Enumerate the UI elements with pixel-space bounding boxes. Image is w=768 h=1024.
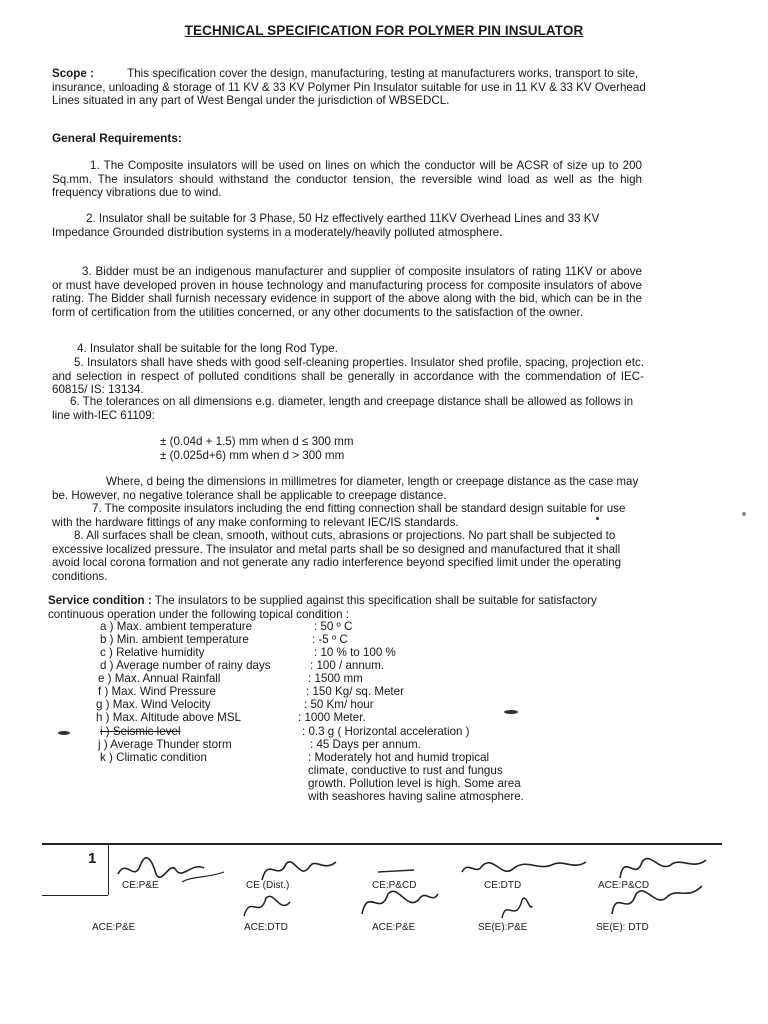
service-item-d-label: d ) Average number of rainy days xyxy=(100,659,271,672)
service-item-k-label: k ) Climatic condition xyxy=(100,751,207,764)
service-item-b-label: b ) Min. ambient temperature xyxy=(100,633,249,646)
scan-mark xyxy=(742,512,746,516)
scope-text: This specification cover the design, manufacturing, testing at manufacturers works, transport to site, insurance, unloading & storage of 11 KV & 33 KV Polymer Pin Insulator suitable for use in 11 KV & 33 KV Overhead Lines situated in any part of West Bengal under the jurisdiction of WBSEDCL. xyxy=(52,67,646,108)
page-number: 1 xyxy=(88,850,97,867)
general-paragraph-2: 2. Insulator shall be suitable for 3 Phase, 50 Hz effectively earthed 11KV Overhead Lines and 33 KV Impedance Grounded distribution systems in a moderately/heavily polluted atmosphere. xyxy=(52,212,600,239)
general-paragraph-6: 6. The tolerances on all dimensions e.g. diameter, length and creepage distance shall be allowed as follows in line with-IEC 61109: xyxy=(52,395,634,422)
service-item-g-label: g ) Max. Wind Velocity xyxy=(96,698,211,711)
service-condition-label: Service condition : xyxy=(48,594,152,607)
document-title: TECHNICAL SPECIFICATION FOR POLYMER PIN INSULATOR xyxy=(184,23,584,38)
service-item-a-value: : 50 º C xyxy=(314,620,353,633)
scan-mark xyxy=(58,731,70,735)
service-item-d-value: : 100 / annum. xyxy=(310,659,385,672)
service-item-h-label: h ) Max. Altitude above MSL xyxy=(96,711,241,724)
general-paragraph-5: 5. Insulators shall have sheds with good self-cleaning properties. Insulator shed profile, spacing, projection etc. and selection in respect of polluted conditions shall be generally in accordance with the commendation of IEC- 60815/ IS: 13134. xyxy=(52,356,644,397)
service-item-c-label: c ) Relative humidity xyxy=(100,646,205,659)
service-item-b-value: : -5 º C xyxy=(312,633,348,646)
service-condition-section xyxy=(48,594,646,621)
designation-ace-pe-2: ACE:P&E xyxy=(372,922,416,933)
service-item-j-label: j ) Average Thunder storm xyxy=(98,738,232,751)
service-condition-intro: The insulators to be supplied against this specification shall be suitable for satisfactory continuous operation under the following topical condition : xyxy=(48,594,597,621)
service-item-i-value: : 0.3 g ( Horizontal acceleration ) xyxy=(302,725,470,738)
designation-ace-pe: ACE:P&E xyxy=(92,922,136,933)
service-item-a-label: a ) Max. ambient temperature xyxy=(100,620,253,633)
general-paragraph-1: 1. The Composite insulators will be used on lines on which the conductor will be ACSR of size up to 200 Sq.mm. The insulators should withstand the conductor tension, the reversible wind load as well as the high frequency vibrations due to wind. xyxy=(52,159,642,200)
service-item-j-value: : 45 Days per annum. xyxy=(310,738,421,751)
scan-mark xyxy=(596,517,599,520)
scope-section xyxy=(52,67,650,108)
designation-ce-pe: CE:P&E xyxy=(122,880,159,891)
service-item-k-value: : Moderately hot and humid tropical climate, conductive to rust and fungus growth. Pollution level is high. Some area with seashores having saline atmosphere. xyxy=(308,751,524,803)
service-item-i-label: i ) Seismic level xyxy=(100,725,181,738)
footer-box-border xyxy=(42,895,108,896)
general-paragraph-7: 7. The composite insulators including the end fitting connection shall be standard design suitable for use with the hardware fittings of any make conforming to relevant IEC/IS standards. xyxy=(52,502,626,529)
service-item-e-label: e ) Max. Annual Rainfall xyxy=(98,672,221,685)
designation-se-dtd: SE(E): DTD xyxy=(596,922,649,933)
tolerance-formula-2: ± (0.025d+6) mm when d > 300 mm xyxy=(160,449,345,462)
general-paragraph-3: 3. Bidder must be an indigenous manufacturer and supplier of composite insulators of rating 11KV or above or must have developed proven in house technology and manufacturing process for composite insulators of above rating. The Bidder shall furnish necessary evidence in support of the above along with the bid, which can be in the form of certification from the utilities concerned, or any other documents to the satisfaction of the owner. xyxy=(52,265,642,319)
signature-ce-dtd xyxy=(454,850,594,890)
designation-ce-dist: CE (Dist.) xyxy=(246,880,290,891)
signature-ace-dtd xyxy=(236,886,296,926)
scan-mark xyxy=(504,710,518,714)
scope-label: Scope : xyxy=(52,67,94,80)
designation-ce-pcd: CE:P&CD xyxy=(372,880,417,891)
designation-ace-pcd: ACE:P&CD xyxy=(598,880,650,891)
footer-box-border xyxy=(108,843,109,895)
service-item-f-value: : 150 Kg/ sq. Meter xyxy=(306,685,404,698)
tolerance-formula-1: ± (0.04d + 1.5) mm when d ≤ 300 mm xyxy=(160,435,354,448)
service-item-c-value: : 10 % to 100 % xyxy=(314,646,396,659)
designation-se-pe: SE(E):P&E xyxy=(478,922,528,933)
service-item-g-value: : 50 Km/ hour xyxy=(304,698,374,711)
designation-ce-dtd: CE:DTD xyxy=(484,880,522,891)
general-paragraph-8: 8. All surfaces shall be clean, smooth, without cuts, abrasions or projections. No part shall be subjected to excessive localized pressure. The insulator and metal parts shall be so designed and manufactured that it shall avoid local corona formation and not generate any radio interference beyond specified limit under the operating conditions. xyxy=(52,529,622,583)
service-item-h-value: : 1000 Meter. xyxy=(298,711,366,724)
footer-divider xyxy=(42,843,722,845)
tolerance-where-text: Where, d being the dimensions in millimetres for diameter, length or creepage distance as the case may be. However, no negative tolerance shall be applicable to creepage distance. xyxy=(52,475,639,502)
service-item-f-label: f ) Max. Wind Pressure xyxy=(98,685,216,698)
general-paragraph-4: 4. Insulator shall be suitable for the long Rod Type. xyxy=(77,342,338,355)
designation-ace-dtd: ACE:DTD xyxy=(244,922,288,933)
service-item-e-value: : 1500 mm xyxy=(308,672,363,685)
general-requirements-heading: General Requirements: xyxy=(52,131,182,145)
